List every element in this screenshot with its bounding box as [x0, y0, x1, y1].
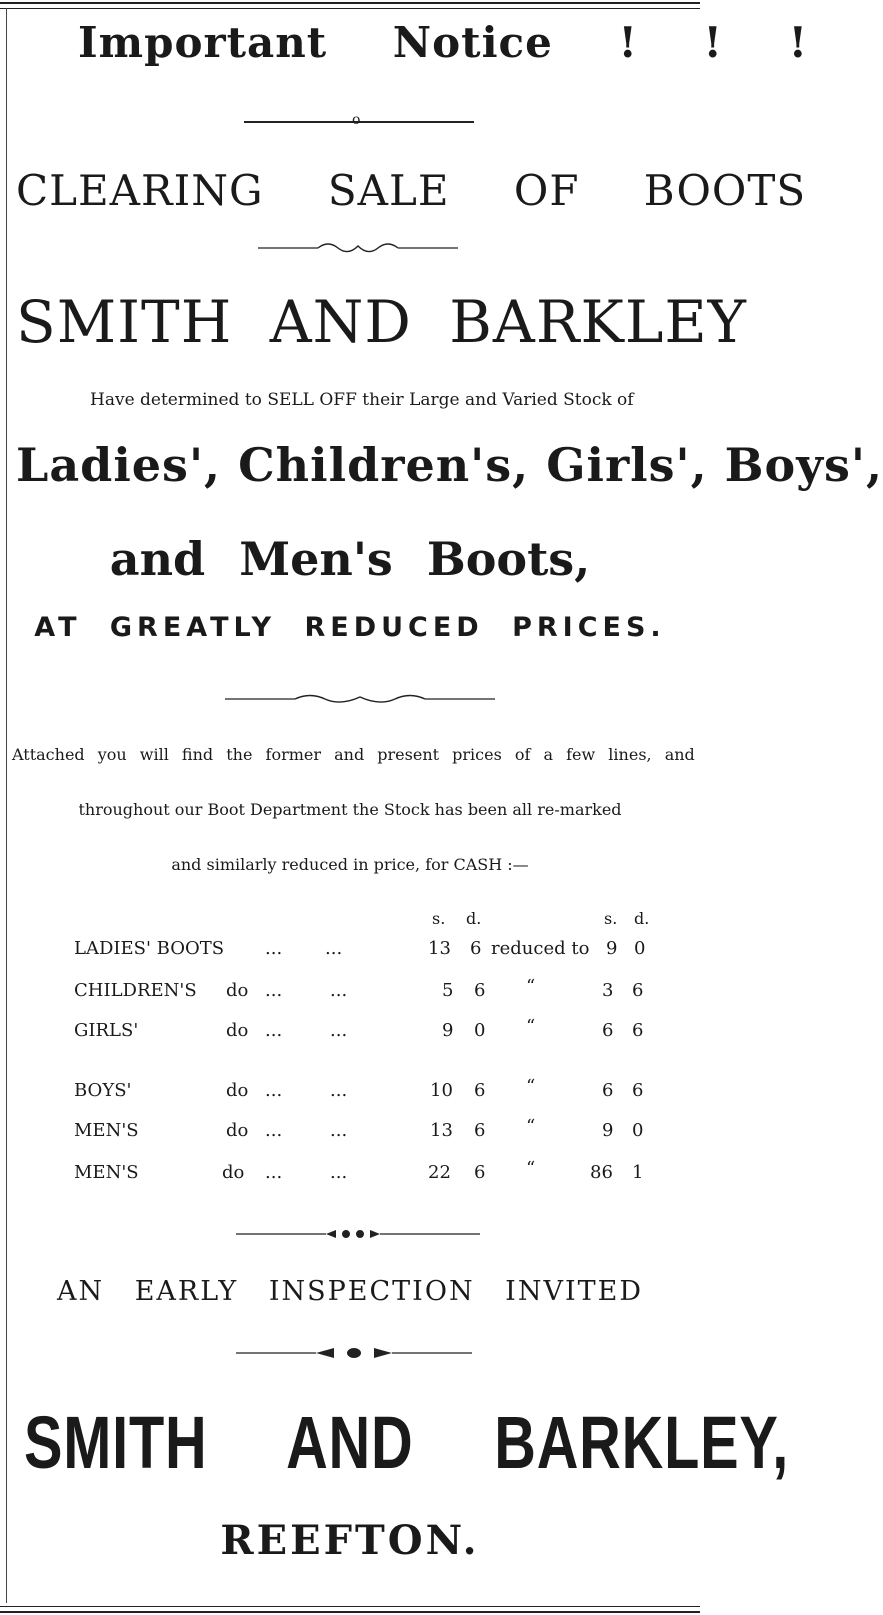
table-row-old-shillings: 13: [430, 1120, 453, 1141]
table-row-do: do: [226, 1080, 249, 1101]
table-row-do: do: [226, 1020, 249, 1041]
table-row-old-shillings: 5: [442, 980, 454, 1001]
top-border-rule: [0, 2, 700, 9]
shillings-header-new: s.: [604, 909, 618, 928]
table-row-old-pence: 0: [474, 1020, 486, 1041]
table-row-new-pence: 6: [632, 980, 644, 1001]
ornament-divider-1: [258, 238, 458, 258]
ornament-divider-4: [236, 1345, 472, 1361]
table-row-do: do: [226, 980, 249, 1001]
table-row-link: “: [526, 1016, 536, 1037]
table-row-item: CHILDREN'S: [74, 980, 197, 1001]
table-row-dots: ...: [330, 1162, 348, 1183]
intro-line: Have determined to SELL OFF their Large and Varied Stock of: [90, 390, 634, 410]
table-row-dots: ...: [265, 1162, 283, 1183]
table-row-item: MEN'S: [74, 1162, 139, 1183]
table-row-new-pence: 6: [632, 1020, 644, 1041]
firm-name-signoff: SMITH AND BARKLEY,: [24, 1401, 790, 1484]
table-row-new-shillings: 86: [590, 1162, 613, 1183]
pence-header: d.: [466, 909, 482, 928]
body-paragraph-1: Attached you will find the former and present prices of a few lines, and: [12, 745, 695, 764]
ornament-divider-2: [225, 688, 495, 710]
table-row-do: do: [222, 1162, 245, 1183]
table-row-link: “: [526, 1158, 536, 1179]
body-paragraph-3: and similarly reduced in price, for CASH :—: [171, 855, 529, 874]
table-row-dots: ...: [265, 1120, 283, 1141]
table-row-dots: ...: [330, 980, 348, 1001]
table-row-dots: ...: [330, 1120, 348, 1141]
tagline: AT GREATLY REDUCED PRICES.: [34, 612, 666, 643]
table-row-new-shillings: 6: [602, 1020, 614, 1041]
table-row-new-shillings: 9: [606, 938, 618, 959]
table-row-new-pence: 0: [632, 1120, 644, 1141]
table-row-old-pence: 6: [470, 938, 482, 959]
boot-lines-heading: Ladies', Children's, Girls', Boys',: [16, 438, 883, 492]
mens-boots-heading: and Men's Boots,: [109, 532, 591, 586]
table-row-new-pence: 6: [632, 1080, 644, 1101]
table-row-dots: ...: [265, 980, 283, 1001]
table-row-old-pence: 6: [474, 1080, 486, 1101]
table-row-link: “: [526, 976, 536, 997]
table-row-new-shillings: 6: [602, 1080, 614, 1101]
table-row-dots: ...: [325, 938, 343, 959]
bottom-border-rule: [0, 1606, 700, 1613]
table-row-old-shillings: 22: [428, 1162, 451, 1183]
pence-header-new: d.: [634, 909, 650, 928]
table-row-dots: ...: [330, 1080, 348, 1101]
notice-heading: Important Notice ! ! !: [78, 18, 808, 67]
divider-dot: o: [352, 112, 361, 128]
table-row-item: BOYS': [74, 1080, 132, 1101]
shillings-header: s.: [432, 909, 446, 928]
table-row-old-pence: 6: [474, 1162, 486, 1183]
table-row-new-pence: 0: [634, 938, 646, 959]
table-row-new-pence: 1: [632, 1162, 644, 1183]
clearing-sale-heading: CLEARING SALE OF BOOTS: [16, 166, 807, 215]
ornament-divider-3: [236, 1226, 480, 1242]
body-paragraph-2: throughout our Boot Department the Stock has been all re-marked: [78, 800, 622, 819]
town-name: REEFTON.: [220, 1517, 480, 1564]
table-row-item: MEN'S: [74, 1120, 139, 1141]
table-row-old-shillings: 10: [430, 1080, 453, 1101]
table-row-dots: ...: [265, 1080, 283, 1101]
inspection-invite-heading: AN EARLY INSPECTION INVITED: [56, 1276, 643, 1307]
table-row-old-pence: 6: [474, 980, 486, 1001]
table-row-old-shillings: 13: [428, 938, 451, 959]
table-row-dots: ...: [265, 1020, 283, 1041]
table-row-old-pence: 6: [474, 1120, 486, 1141]
table-row-dots: ...: [330, 1020, 348, 1041]
table-row-link: “: [526, 1076, 536, 1097]
table-row-new-shillings: 9: [602, 1120, 614, 1141]
table-row-dots: ...: [265, 938, 283, 959]
table-row-new-shillings: 3: [602, 980, 614, 1001]
table-row-item: GIRLS': [74, 1020, 139, 1041]
table-row-link: reduced to: [491, 938, 590, 959]
table-row-do: do: [226, 1120, 249, 1141]
table-row-old-shillings: 9: [442, 1020, 454, 1041]
table-row-item: LADIES' BOOTS: [74, 938, 225, 959]
table-row-link: “: [526, 1116, 536, 1137]
firm-name-heading: SMITH AND BARKLEY: [16, 288, 747, 356]
